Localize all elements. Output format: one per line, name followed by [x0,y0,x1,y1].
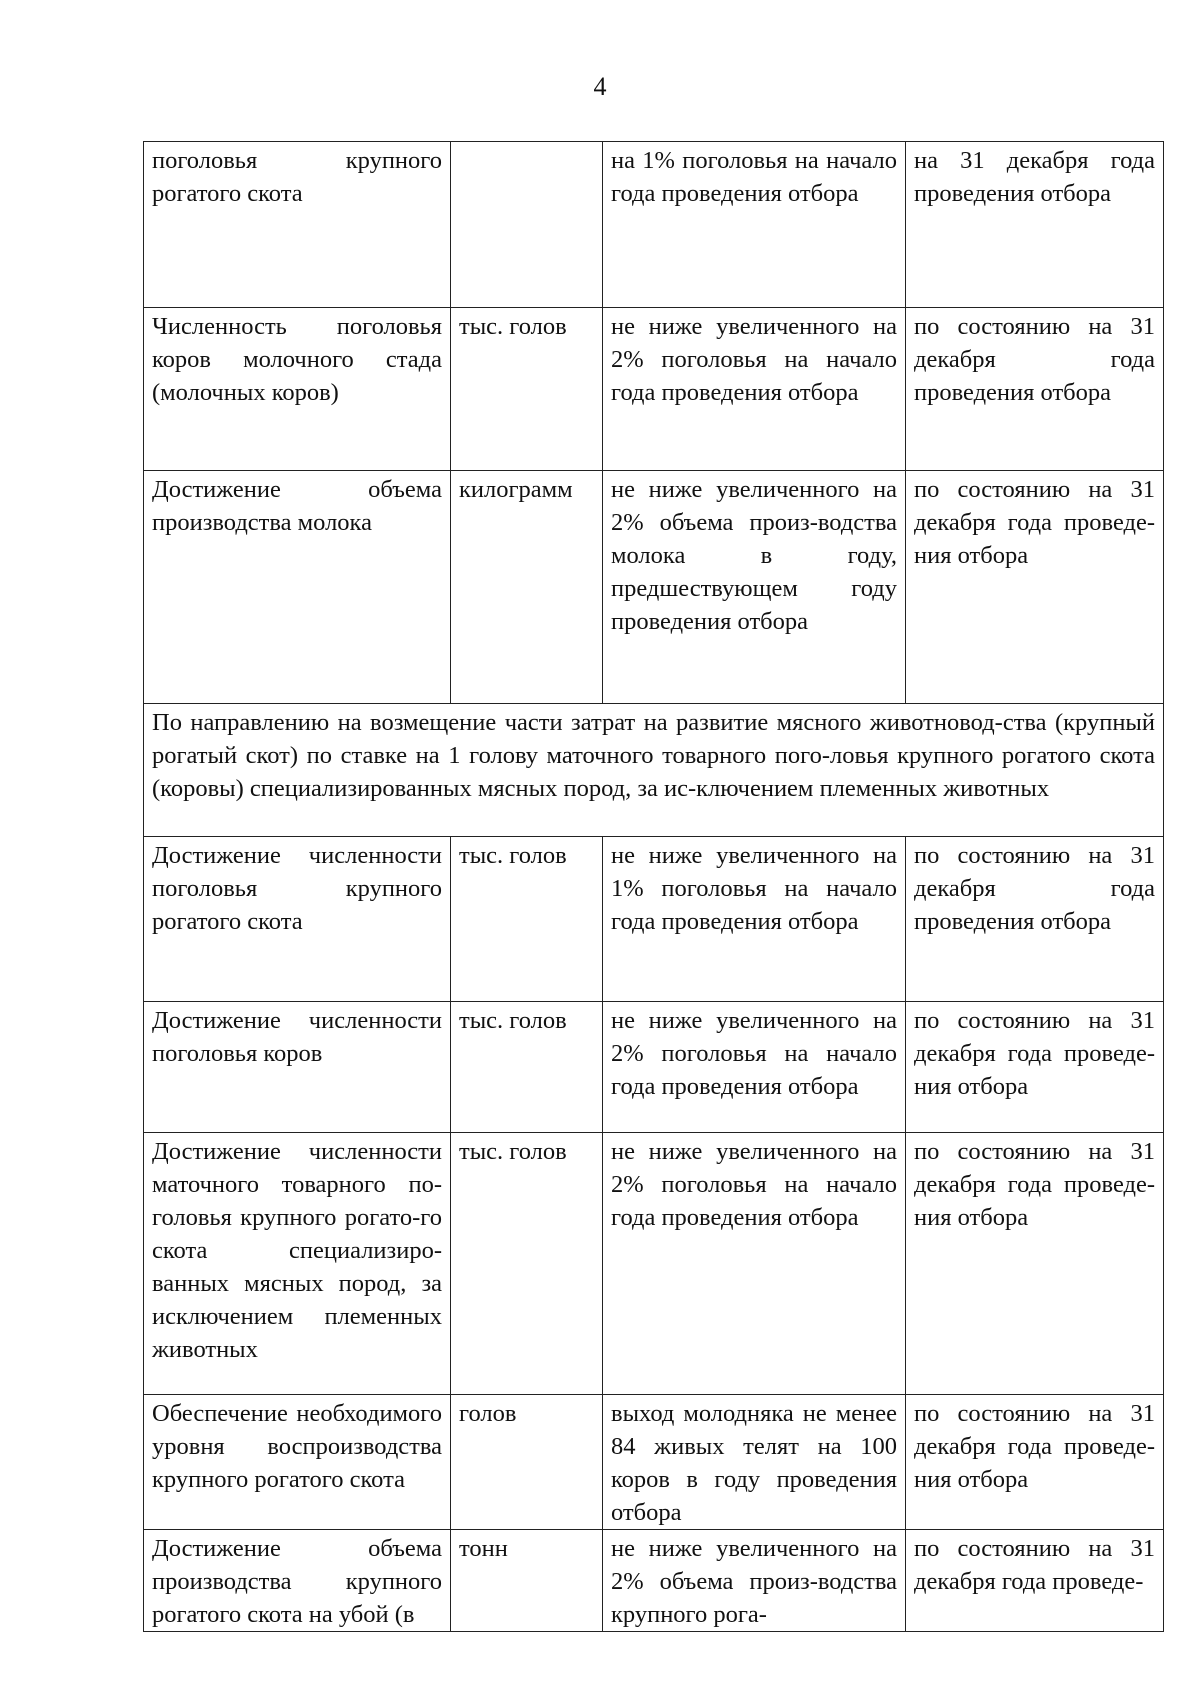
value-cell: не ниже увеличенного на 2% поголовья на начало года проведения отбора [603,308,906,471]
table-row [144,1002,1164,1133]
date-cell: по состоянию на 31 декабря года проведе-ния отбора [906,471,1164,704]
date-cell: по состоянию на 31 декабря года проведе-ния отбора [906,1133,1164,1395]
table-row [144,1530,1164,1632]
value-cell: не ниже увеличенного на 2% объема произ-водства крупного рога- [603,1530,906,1632]
table-row [144,1133,1164,1395]
indicator-cell: Обеспечение необходимого уровня воспроизводства крупного рогатого скота [144,1395,451,1530]
table-row [144,142,1164,308]
section-heading: По направлению на возмещение части затрат на развитие мясного животновод-ства (крупный рогатый скот) по ставке на 1 голову маточного товарного пого-ловья крупного рогатого скота (коровы) специализированных мясных пород, за ис-ключением племенных животных [144,704,1164,837]
date-cell: по состоянию на 31 декабря года проведе-ния отбора [906,1395,1164,1530]
table-row [144,471,1164,704]
unit-cell: тонн [451,1530,603,1632]
section-row [144,704,1164,837]
date-cell: по состоянию на 31 декабря года проведе- [906,1530,1164,1632]
value-cell: не ниже увеличенного на 2% поголовья на начало года проведения отбора [603,1133,906,1395]
date-cell: по состоянию на 31 декабря года проведения отбора [906,837,1164,1002]
table-row [144,837,1164,1002]
table-row [144,1395,1164,1530]
indicator-cell: Достижение объема производства крупного рогатого скота на убой (в [144,1530,451,1632]
unit-cell: килограмм [451,471,603,704]
indicator-cell: Достижение численности маточного товарного по-головья крупного рогато-го скота специализиро-ванных мясных пород, за исключением племенных животных [144,1133,451,1395]
date-cell: на 31 декабря года проведения отбора [906,142,1164,308]
unit-cell: тыс. голов [451,308,603,471]
unit-cell: голов [451,1395,603,1530]
value-cell: на 1% поголовья на начало года проведения отбора [603,142,906,308]
page-number: 4 [593,72,607,101]
indicator-cell: Достижение численности поголовья крупного рогатого скота [144,837,451,1002]
value-cell: не ниже увеличенного на 2% поголовья на начало года проведения отбора [603,1002,906,1133]
table-row [144,308,1164,471]
value-cell: выход молодняка не менее 84 живых телят на 100 коров в году проведения отбора [603,1395,906,1530]
unit-cell: тыс. голов [451,1133,603,1395]
indicators-table [143,141,1164,1632]
unit-cell: тыс. голов [451,837,603,1002]
indicator-cell: Достижение численности поголовья коров [144,1002,451,1133]
date-cell: по состоянию на 31 декабря года проведения отбора [906,308,1164,471]
date-cell: по состоянию на 31 декабря года проведе-ния отбора [906,1002,1164,1133]
value-cell: не ниже увеличенного на 1% поголовья на начало года проведения отбора [603,837,906,1002]
unit-cell [451,142,603,308]
unit-cell: тыс. голов [451,1002,603,1133]
indicator-cell: Достижение объема производства молока [144,471,451,704]
value-cell: не ниже увеличенного на 2% объема произ-водства молока в году, предшествующем году проведения отбора [603,471,906,704]
indicator-cell: Численность поголовья коров молочного стада (молочных коров) [144,308,451,471]
indicator-cell: поголовья крупного рогатого скота [144,142,451,308]
